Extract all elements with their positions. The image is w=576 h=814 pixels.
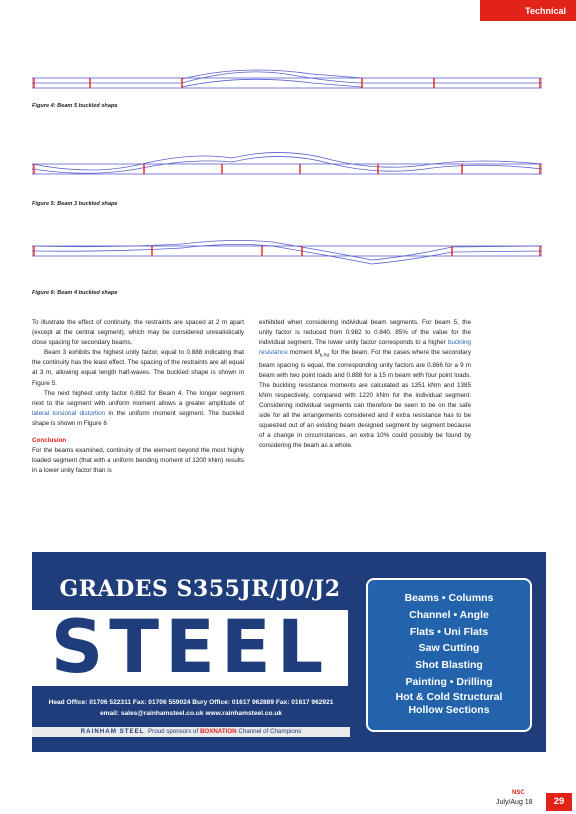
product-item: Channel • Angle	[409, 608, 489, 621]
symbol-subscript: b,Rd	[319, 352, 330, 358]
product-item: Hot & Cold Structural	[395, 690, 503, 703]
article-column-left	[32, 318, 244, 476]
section-heading: Conclusion	[32, 437, 67, 445]
text: moment	[287, 349, 315, 357]
product-item: Beams • Columns	[404, 592, 494, 604]
section-tab: Technical	[480, 0, 576, 21]
ad-steel-wordmark: STEEL	[50, 605, 330, 690]
text: in the uniform moment segment. The buckled shape is shown in Figure 6	[32, 409, 244, 427]
advertisement[interactable]	[32, 552, 546, 752]
article-column-right	[259, 318, 471, 451]
text: for the beam. For the cases where the secondary beam spacing is equal, the corresponding unity factors are 0.866 for a 9 m beam with two point loads and 0.888 for a 15 m beam with four point loads. The buckling resistance moments are calculated as 1351 kNm and 1385 kNm respectively, compared with 1220 kNm for the individual segment. Considering individual segments can therefore be seen to be on the safe side for all the arrangements considered and if extra resistance has to be squeezed out of an existing beam designed segment by segment because of a change in circumstances, an extra 10% could possibly be found by considering the beam as a whole.	[259, 349, 472, 450]
text: exhibited when considering individual beam segments. For beam 5, the unity factor is reduced from 0.982 to 0.840, 85% of the value for the individual segment. The lower unity factor corresponds to a higher	[259, 319, 471, 347]
ad-sponsor-strip	[32, 727, 350, 737]
figure-beam-3	[32, 148, 542, 188]
product-item: Flats • Uni Flats	[409, 625, 489, 638]
text: The next highest unity factor 0.882 for Beam 4. The longer segment next to the segment with uniform moment allows a greater amplitude of	[32, 389, 244, 407]
sponsor-tail: Channel of Champions	[238, 728, 302, 735]
figure-beam-4	[32, 236, 542, 276]
paragraph	[32, 389, 244, 429]
page-number: 29	[546, 793, 572, 811]
magazine-name: NSC	[512, 790, 525, 796]
ad-grades-heading: GRADES S355JR/J0/J2	[59, 576, 341, 602]
paragraph	[259, 318, 471, 451]
paragraph: To illustrate the effect of continuity, the restraints are spaced at 2 m apart (except at the central segment), which may be considered unrealistically close spacing for secondary beams.	[32, 319, 244, 347]
figure-caption: Figure 6: Beam 4 buckled shape	[32, 290, 118, 296]
product-item: Saw Cutting	[418, 642, 480, 655]
symbol: M	[314, 349, 320, 357]
ad-contact-web[interactable]: email: sales@rainhamsteel.co.uk www.rainhamsteel.co.uk	[99, 710, 283, 717]
sponsor-text: Proud sponsors of	[148, 728, 199, 735]
figure-caption: Figure 4: Beam 5 buckled shape	[32, 103, 118, 109]
figure-beam-5	[32, 66, 542, 100]
product-item: Hollow Sections	[408, 703, 490, 716]
glossary-link[interactable]: lateral torsional distortion	[32, 409, 106, 417]
issue-date: July/Aug 18	[496, 799, 533, 806]
product-item: Shot Blasting	[415, 659, 483, 672]
ad-products-panel	[366, 578, 532, 732]
figure-caption: Figure 5: Beam 3 buckled shape	[32, 201, 118, 207]
paragraph: For the beams examined, continuity of the element beyond the most highly loaded segment (that with a uniform bending moment of 1200 kNm) results in a lower unity factor than is	[32, 447, 244, 475]
boxnation-logo: BOXNATION	[199, 728, 237, 735]
product-item: Painting • Drilling	[405, 675, 493, 688]
paragraph: Beam 3 exhibits the highest unity factor, equal to 0.888 indicating that the continuity has the least effect. The spacing of the restraints are all equal at 3 m, allowing equal length half-waves. The buckled shape is shown in Figure 5.	[32, 349, 244, 387]
brand-name: RAINHAM STEEL	[80, 728, 145, 735]
ad-steel-banner	[32, 605, 348, 690]
glossary-link[interactable]: buckling resistance	[259, 339, 471, 357]
ad-contact-phones: Head Office: 01706 522311 Fax: 01706 559024 Bury Office: 01617 962889 Fax: 01617 962921	[48, 699, 334, 706]
